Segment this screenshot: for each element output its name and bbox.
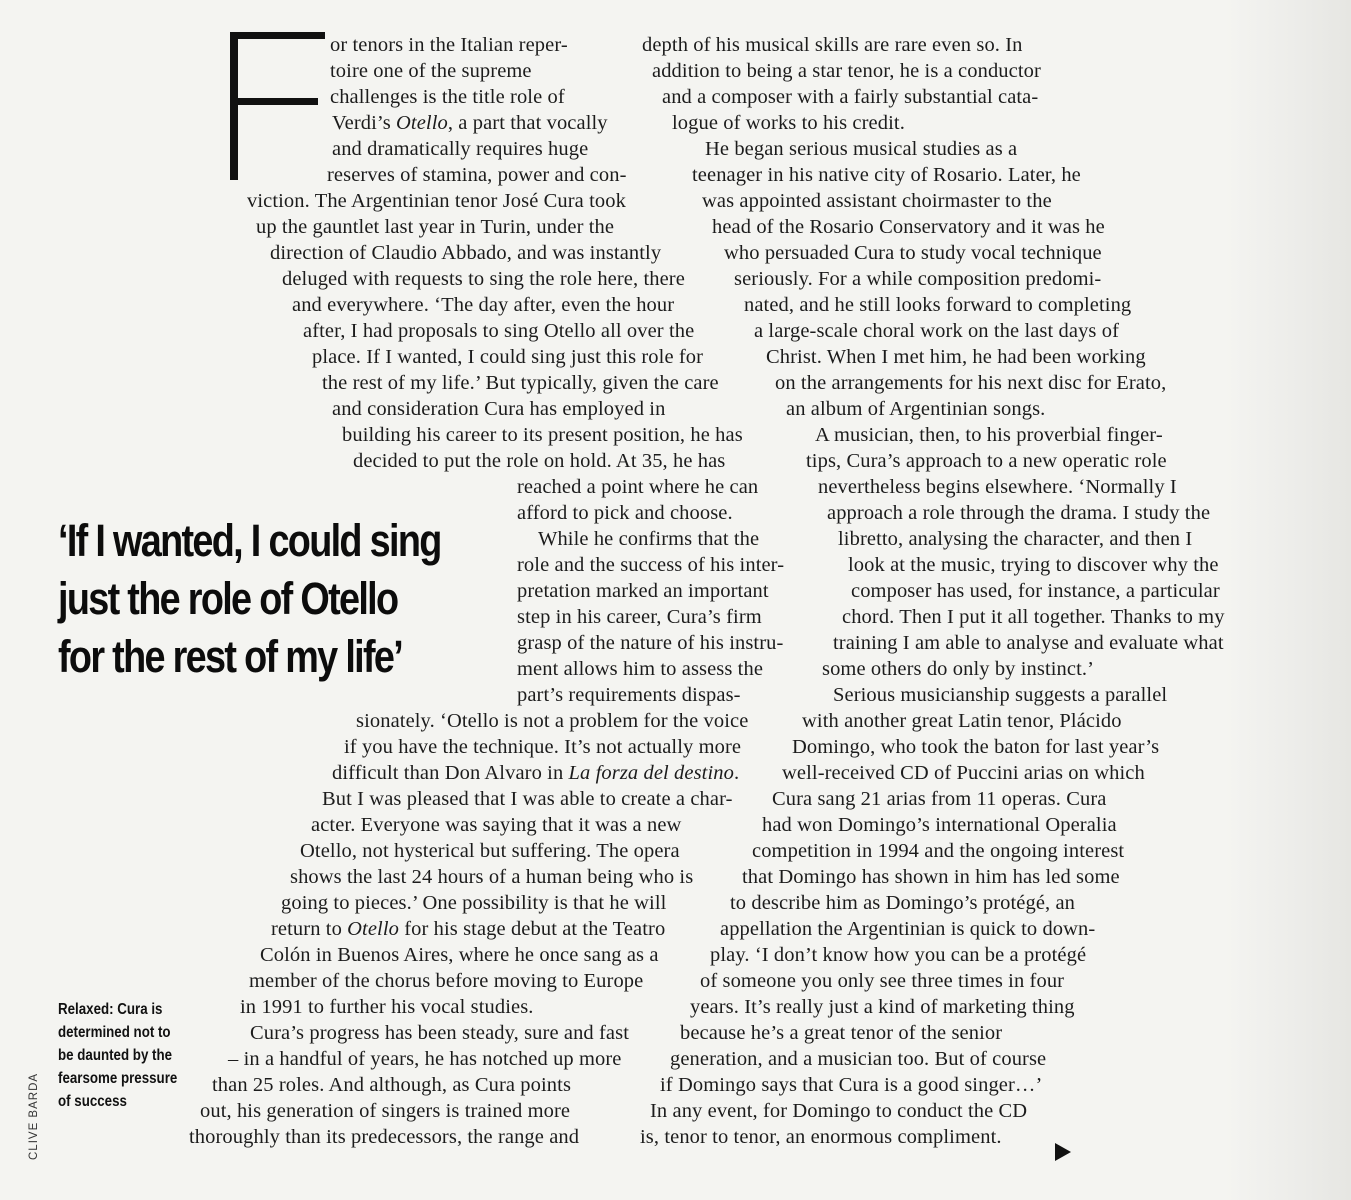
body-line: A musician, then, to his proverbial finger- bbox=[815, 424, 1163, 446]
body-line: approach a role through the drama. I study the bbox=[827, 502, 1211, 524]
body-line: Christ. When I met him, he had been working bbox=[766, 346, 1146, 368]
body-line: some others do only by instinct.’ bbox=[822, 658, 1095, 680]
body-line: reserves of stamina, power and con- bbox=[327, 164, 627, 186]
body-line: generation, and a musician too. But of course bbox=[670, 1048, 1047, 1070]
body-line: difficult than Don Alvaro in La forza del destino. bbox=[332, 762, 740, 784]
caption-line: Relaxed: Cura is bbox=[58, 1001, 163, 1018]
body-line: seriously. For a while composition predomi- bbox=[734, 268, 1102, 290]
body-line: member of the chorus before moving to Europe bbox=[249, 970, 644, 992]
body-line: In any event, for Domingo to conduct the CD bbox=[650, 1100, 1028, 1122]
body-line: He began serious musical studies as a bbox=[705, 138, 1018, 160]
pull-quote bbox=[58, 512, 441, 686]
body-line: of someone you only see three times in four bbox=[700, 970, 1065, 992]
pull-quote-line: just the role of Otello bbox=[58, 573, 398, 624]
body-line: libretto, analysing the character, and then I bbox=[838, 528, 1193, 550]
drop-cap-f bbox=[230, 32, 325, 182]
body-line: and dramatically requires huge bbox=[332, 138, 589, 160]
end-of-article-triangle-icon bbox=[1055, 1143, 1071, 1161]
body-line: in 1991 to further his vocal studies. bbox=[240, 996, 534, 1018]
body-line: than 25 roles. And although, as Cura points bbox=[212, 1074, 572, 1096]
body-line: decided to put the role on hold. At 35, he has bbox=[353, 450, 726, 472]
body-line: sionately. ‘Otello is not a problem for the voice bbox=[356, 710, 749, 732]
pull-quote-line: for the rest of my life’ bbox=[58, 631, 403, 682]
body-line: role and the success of his inter- bbox=[517, 554, 785, 576]
body-line: head of the Rosario Conservatory and it was he bbox=[712, 216, 1105, 238]
pull-quote-line: ‘If I wanted, I could sing bbox=[58, 515, 441, 566]
body-line: deluged with requests to sing the role here, there bbox=[282, 268, 685, 290]
body-line: Cura sang 21 arias from 11 operas. Cura bbox=[772, 788, 1107, 810]
photo-credit: CLIVE BARDA bbox=[28, 1072, 40, 1160]
body-line: – in a handful of years, he has notched up more bbox=[228, 1048, 622, 1070]
body-line: a large-scale choral work on the last days of bbox=[754, 320, 1120, 342]
body-line: depth of his musical skills are rare even so. In bbox=[642, 34, 1023, 56]
body-line: thoroughly than its predecessors, the range and bbox=[189, 1126, 580, 1148]
body-line: with another great Latin tenor, Plácido bbox=[802, 710, 1122, 732]
body-line: logue of works to his credit. bbox=[672, 112, 905, 134]
caption-line: of success bbox=[58, 1093, 127, 1110]
body-line: up the gauntlet last year in Turin, under the bbox=[256, 216, 615, 238]
body-line: pretation marked an important bbox=[517, 580, 769, 602]
body-line: and consideration Cura has employed in bbox=[332, 398, 666, 420]
body-line: afford to pick and choose. bbox=[517, 502, 733, 524]
body-line: Verdi’s Otello, a part that vocally bbox=[332, 112, 608, 134]
body-line: toire one of the supreme bbox=[330, 60, 532, 82]
photo-caption bbox=[58, 998, 196, 1113]
body-line: is, tenor to tenor, an enormous compliment. bbox=[640, 1126, 1002, 1148]
body-line: play. ‘I don’t know how you can be a protégé bbox=[710, 944, 1087, 966]
body-line: competition in 1994 and the ongoing interest bbox=[752, 840, 1125, 862]
body-line: Otello, not hysterical but suffering. The opera bbox=[300, 840, 680, 862]
body-line: teenager in his native city of Rosario. Later, he bbox=[692, 164, 1081, 186]
body-line: if you have the technique. It’s not actually more bbox=[344, 736, 742, 758]
body-line: step in his career, Cura’s firm bbox=[517, 606, 762, 628]
body-line: and a composer with a fairly substantial cata- bbox=[662, 86, 1039, 108]
body-line: because he’s a great tenor of the senior bbox=[680, 1022, 1003, 1044]
body-line: Cura’s progress has been steady, sure and fast bbox=[250, 1022, 629, 1044]
body-line: had won Domingo’s international Operalia bbox=[762, 814, 1117, 836]
body-line: if Domingo says that Cura is a good singer…’ bbox=[660, 1074, 1043, 1096]
body-line: Colón in Buenos Aires, where he once sang as a bbox=[260, 944, 659, 966]
body-line: well-received CD of Puccini arias on which bbox=[782, 762, 1145, 784]
body-line: viction. The Argentinian tenor José Cura took bbox=[247, 190, 626, 212]
body-line: reached a point where he can bbox=[517, 476, 759, 498]
body-line: after, I had proposals to sing Otello all over the bbox=[303, 320, 695, 342]
body-line: nated, and he still looks forward to completing bbox=[744, 294, 1132, 316]
body-line: was appointed assistant choirmaster to the bbox=[702, 190, 1052, 212]
body-line: out, his generation of singers is trained more bbox=[200, 1100, 571, 1122]
body-line: who persuaded Cura to study vocal technique bbox=[724, 242, 1102, 264]
caption-line: determined not to bbox=[58, 1024, 171, 1041]
body-line: ment allows him to assess the bbox=[517, 658, 764, 680]
body-line: direction of Claudio Abbado, and was instantly bbox=[270, 242, 662, 264]
body-line: shows the last 24 hours of a human being who is bbox=[290, 866, 694, 888]
body-line: tips, Cura’s approach to a new operatic role bbox=[806, 450, 1167, 472]
body-line: appellation the Argentinian is quick to down- bbox=[720, 918, 1096, 940]
body-line: challenges is the title role of bbox=[330, 86, 565, 108]
body-line: While he confirms that the bbox=[538, 528, 760, 550]
body-line: training I am able to analyse and evaluate what bbox=[833, 632, 1224, 654]
body-line: Serious musicianship suggests a parallel bbox=[833, 684, 1168, 706]
body-line: composer has used, for instance, a particular bbox=[851, 580, 1220, 602]
body-line: return to Otello for his stage debut at the Teatro bbox=[271, 918, 666, 940]
body-line: chord. Then I put it all together. Thanks to my bbox=[842, 606, 1225, 628]
body-line: going to pieces.’ One possibility is that he will bbox=[281, 892, 667, 914]
body-line: an album of Argentinian songs. bbox=[786, 398, 1046, 420]
body-line: grasp of the nature of his instru- bbox=[517, 632, 784, 654]
body-line: to describe him as Domingo’s protégé, an bbox=[730, 892, 1076, 914]
body-line: addition to being a star tenor, he is a conductor bbox=[652, 60, 1041, 82]
body-line: nevertheless begins elsewhere. ‘Normally I bbox=[818, 476, 1177, 498]
body-line: part’s requirements dispas- bbox=[517, 684, 741, 706]
body-line: place. If I wanted, I could sing just this role for bbox=[312, 346, 704, 368]
body-line: the rest of my life.’ But typically, given the care bbox=[322, 372, 719, 394]
page-gutter-shadow bbox=[1225, 0, 1351, 1200]
body-line: on the arrangements for his next disc for Erato, bbox=[775, 372, 1167, 394]
body-line: and everywhere. ‘The day after, even the hour bbox=[292, 294, 675, 316]
caption-line: fearsome pressure bbox=[58, 1070, 178, 1087]
body-line: look at the music, trying to discover why the bbox=[848, 554, 1219, 576]
caption-line: be daunted by the bbox=[58, 1047, 173, 1064]
body-line: or tenors in the Italian reper- bbox=[330, 34, 568, 56]
body-line: acter. Everyone was saying that it was a new bbox=[311, 814, 682, 836]
body-line: building his career to its present position, he has bbox=[342, 424, 743, 446]
body-line: years. It’s really just a kind of marketing thing bbox=[690, 996, 1075, 1018]
body-line: that Domingo has shown in him has led some bbox=[742, 866, 1120, 888]
body-line: Domingo, who took the baton for last year’s bbox=[792, 736, 1160, 758]
body-line: But I was pleased that I was able to create a char- bbox=[322, 788, 733, 810]
